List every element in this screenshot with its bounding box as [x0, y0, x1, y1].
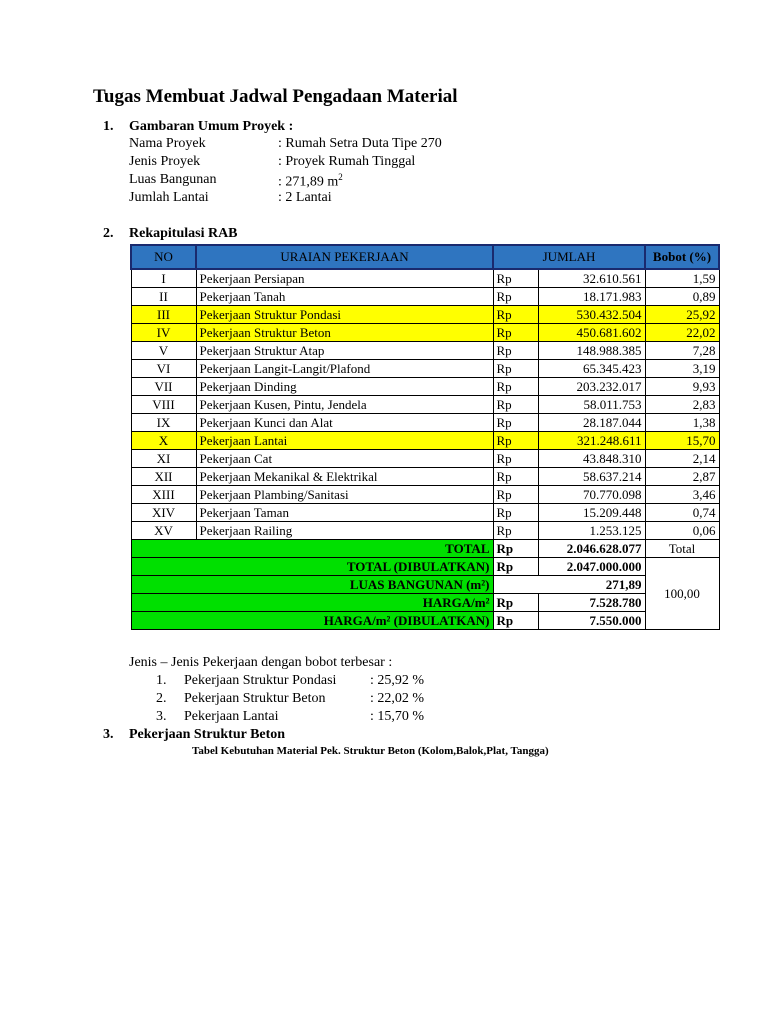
project-type-label: Jenis Proyek — [129, 154, 201, 169]
rab-cell-uraian: Pekerjaan Plambing/Sanitasi — [196, 486, 493, 504]
harga-bulat-rp: Rp — [493, 612, 538, 630]
rab-cell-no: I — [131, 269, 196, 288]
rab-cell-no: III — [131, 306, 196, 324]
luas-value: 271,89 — [493, 576, 645, 594]
rab-cell-uraian: Pekerjaan Railing — [196, 522, 493, 540]
rab-row — [131, 504, 719, 522]
rab-cell-no: XII — [131, 468, 196, 486]
rab-cell-uraian: Pekerjaan Kusen, Pintu, Jendela — [196, 396, 493, 414]
jenis-item-2-value: : 22,02 % — [370, 691, 425, 706]
section-1-number: 1. — [103, 119, 114, 134]
rab-row — [131, 468, 719, 486]
harga-rp: Rp — [493, 594, 538, 612]
summary-luas-row — [131, 576, 719, 594]
rab-cell-bobot: 3,19 — [645, 360, 719, 378]
rab-cell-bobot: 2,83 — [645, 396, 719, 414]
header-jumlah: JUMLAH — [493, 245, 645, 269]
header-uraian: URAIAN PEKERJAAN — [196, 245, 493, 269]
harga-value: 7.528.780 — [538, 594, 645, 612]
rab-cell-rp: Rp — [493, 288, 538, 306]
rab-cell-uraian: Pekerjaan Struktur Pondasi — [196, 306, 493, 324]
rab-cell-uraian: Pekerjaan Langit-Langit/Plafond — [196, 360, 493, 378]
rab-cell-no: X — [131, 432, 196, 450]
harga-label: HARGA/m² — [131, 594, 493, 612]
floor-count-value: : 2 Lantai — [278, 190, 332, 205]
rab-cell-uraian: Pekerjaan Struktur Atap — [196, 342, 493, 360]
rab-cell-no: IX — [131, 414, 196, 432]
rab-cell-jumlah: 530.432.504 — [538, 306, 645, 324]
rab-cell-rp: Rp — [493, 414, 538, 432]
section-2-number: 2. — [103, 226, 114, 241]
bobot-total-label: Total — [645, 540, 719, 558]
rab-cell-rp: Rp — [493, 468, 538, 486]
rab-cell-no: IV — [131, 324, 196, 342]
rab-row — [131, 396, 719, 414]
rab-cell-no: VIII — [131, 396, 196, 414]
rab-row — [131, 432, 719, 450]
rab-row — [131, 269, 719, 288]
section-1-heading: Gambaran Umum Proyek : — [129, 119, 294, 134]
jenis-item-3-num: 3. — [156, 709, 167, 724]
rab-row — [131, 288, 719, 306]
rab-cell-uraian: Pekerjaan Struktur Beton — [196, 324, 493, 342]
rab-cell-bobot: 2,87 — [645, 468, 719, 486]
rab-cell-uraian: Pekerjaan Kunci dan Alat — [196, 414, 493, 432]
jenis-item-1-num: 1. — [156, 673, 167, 688]
rab-cell-rp: Rp — [493, 504, 538, 522]
luas-label: LUAS BANGUNAN (m²) — [131, 576, 493, 594]
building-area-value — [278, 172, 343, 191]
rab-cell-jumlah: 148.988.385 — [538, 342, 645, 360]
summary-dibulatkan-row — [131, 558, 719, 576]
rab-header-row — [131, 245, 719, 269]
rab-cell-rp: Rp — [493, 378, 538, 396]
rab-cell-jumlah: 65.345.423 — [538, 360, 645, 378]
rab-cell-uraian: Pekerjaan Cat — [196, 450, 493, 468]
building-area-unit-sup: 2 — [338, 172, 343, 182]
rab-cell-bobot: 25,92 — [645, 306, 719, 324]
rab-cell-jumlah: 321.248.611 — [538, 432, 645, 450]
dibulatkan-label: TOTAL (DIBULATKAN) — [131, 558, 493, 576]
header-bobot: Bobot (%) — [645, 245, 719, 269]
rab-cell-no: V — [131, 342, 196, 360]
project-name-label: Nama Proyek — [129, 136, 206, 151]
rab-cell-jumlah: 58.637.214 — [538, 468, 645, 486]
rab-cell-bobot: 2,14 — [645, 450, 719, 468]
rab-cell-rp: Rp — [493, 396, 538, 414]
rab-cell-bobot: 15,70 — [645, 432, 719, 450]
dibulatkan-value: 2.047.000.000 — [538, 558, 645, 576]
rab-cell-no: XV — [131, 522, 196, 540]
rab-row — [131, 360, 719, 378]
rab-row — [131, 324, 719, 342]
rab-cell-uraian: Pekerjaan Taman — [196, 504, 493, 522]
rab-cell-rp: Rp — [493, 306, 538, 324]
rab-cell-jumlah: 450.681.602 — [538, 324, 645, 342]
building-area-label: Luas Bangunan — [129, 172, 217, 187]
rab-cell-jumlah: 203.232.017 — [538, 378, 645, 396]
rab-cell-bobot: 3,46 — [645, 486, 719, 504]
rab-cell-rp: Rp — [493, 324, 538, 342]
rab-row — [131, 342, 719, 360]
project-type-value: : Proyek Rumah Tinggal — [278, 154, 416, 169]
bobot-total-value: 100,00 — [645, 558, 719, 630]
rab-cell-no: VII — [131, 378, 196, 396]
rab-cell-jumlah: 32.610.561 — [538, 269, 645, 288]
rab-table — [130, 244, 720, 630]
rab-cell-bobot: 7,28 — [645, 342, 719, 360]
rab-row — [131, 306, 719, 324]
rab-cell-rp: Rp — [493, 342, 538, 360]
rab-cell-bobot: 0,89 — [645, 288, 719, 306]
jenis-item-1-value: : 25,92 % — [370, 673, 425, 688]
rab-cell-no: XIV — [131, 504, 196, 522]
rab-cell-jumlah: 1.253.125 — [538, 522, 645, 540]
rab-cell-jumlah: 18.171.983 — [538, 288, 645, 306]
jenis-item-3-value: : 15,70 % — [370, 709, 425, 724]
floor-count-label: Jumlah Lantai — [129, 190, 209, 205]
rab-cell-rp: Rp — [493, 269, 538, 288]
rab-row — [131, 414, 719, 432]
rab-cell-jumlah: 28.187.044 — [538, 414, 645, 432]
rab-cell-bobot: 1,59 — [645, 269, 719, 288]
rab-cell-rp: Rp — [493, 450, 538, 468]
total-label: TOTAL — [131, 540, 493, 558]
rab-cell-rp: Rp — [493, 522, 538, 540]
summary-harga-row — [131, 594, 719, 612]
harga-bulat-value: 7.550.000 — [538, 612, 645, 630]
rab-cell-bobot: 22,02 — [645, 324, 719, 342]
page-title: Tugas Membuat Jadwal Pengadaan Material — [93, 86, 458, 107]
section-3-subtitle: Tabel Kebutuhan Material Pek. Struktur Beton (Kolom,Balok,Plat, Tangga) — [192, 745, 549, 757]
total-value: 2.046.628.077 — [538, 540, 645, 558]
dibulatkan-rp: Rp — [493, 558, 538, 576]
rab-cell-bobot: 1,38 — [645, 414, 719, 432]
jenis-item-1-name: Pekerjaan Struktur Pondasi — [184, 673, 337, 688]
rab-cell-no: VI — [131, 360, 196, 378]
rab-cell-uraian: Pekerjaan Tanah — [196, 288, 493, 306]
rab-row — [131, 450, 719, 468]
building-area-text: : 271,89 m — [278, 174, 339, 190]
total-rp: Rp — [493, 540, 538, 558]
section-2-heading: Rekapitulasi RAB — [129, 226, 238, 241]
rab-cell-no: II — [131, 288, 196, 306]
harga-bulat-label: HARGA/m² (DIBULATKAN) — [131, 612, 493, 630]
jenis-item-2-num: 2. — [156, 691, 167, 706]
project-name-value: : Rumah Setra Duta Tipe 270 — [278, 136, 442, 151]
rab-cell-uraian: Pekerjaan Mekanikal & Elektrikal — [196, 468, 493, 486]
jenis-intro: Jenis – Jenis Pekerjaan dengan bobot terbesar : — [129, 655, 393, 670]
rab-cell-bobot: 0,06 — [645, 522, 719, 540]
rab-row — [131, 522, 719, 540]
rab-cell-rp: Rp — [493, 432, 538, 450]
rab-cell-jumlah: 43.848.310 — [538, 450, 645, 468]
jenis-item-3-name: Pekerjaan Lantai — [184, 709, 279, 724]
rab-cell-rp: Rp — [493, 360, 538, 378]
summary-harga-bulat-row — [131, 612, 719, 630]
rab-cell-jumlah: 70.770.098 — [538, 486, 645, 504]
rab-cell-no: XIII — [131, 486, 196, 504]
rab-cell-uraian: Pekerjaan Persiapan — [196, 269, 493, 288]
rab-cell-uraian: Pekerjaan Dinding — [196, 378, 493, 396]
section-3-heading: Pekerjaan Struktur Beton — [129, 727, 286, 742]
section-3-number: 3. — [103, 727, 114, 742]
rab-cell-bobot: 0,74 — [645, 504, 719, 522]
rab-row — [131, 486, 719, 504]
rab-cell-bobot: 9,93 — [645, 378, 719, 396]
summary-total-row — [131, 540, 719, 558]
rab-cell-jumlah: 15.209.448 — [538, 504, 645, 522]
rab-row — [131, 378, 719, 396]
header-no: NO — [131, 245, 196, 269]
rab-cell-uraian: Pekerjaan Lantai — [196, 432, 493, 450]
rab-cell-no: XI — [131, 450, 196, 468]
jenis-item-2-name: Pekerjaan Struktur Beton — [184, 691, 326, 706]
rab-cell-rp: Rp — [493, 486, 538, 504]
rab-cell-jumlah: 58.011.753 — [538, 396, 645, 414]
